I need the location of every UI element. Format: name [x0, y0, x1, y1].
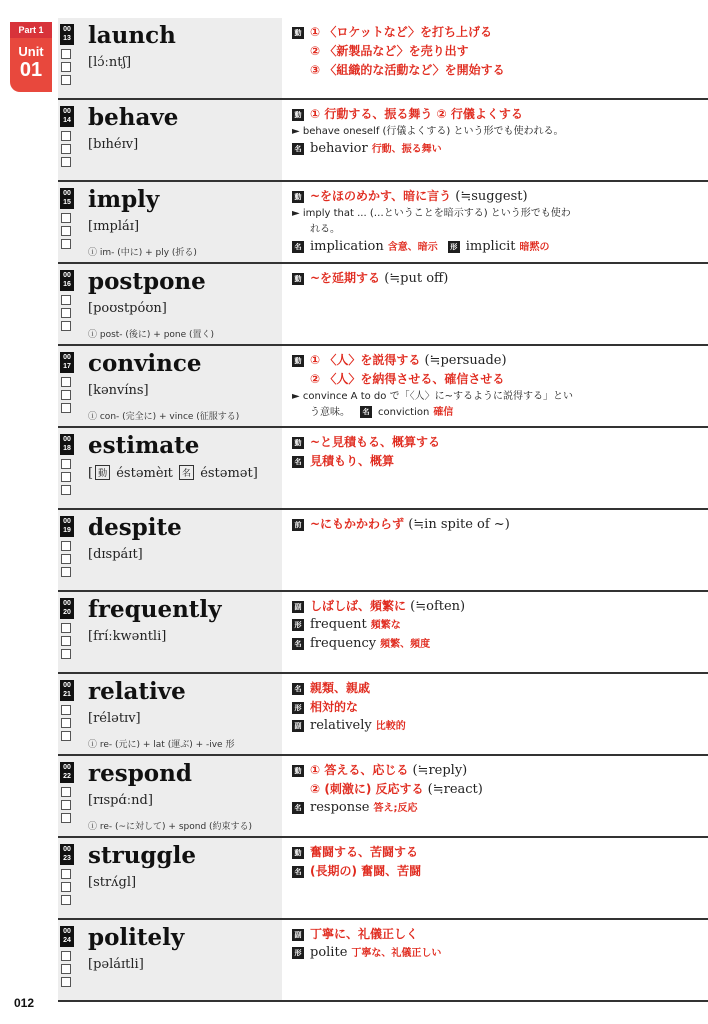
- definition-line: [292, 389, 697, 405]
- definitions: [292, 187, 697, 257]
- meaning: 行動、振る舞い: [371, 144, 442, 155]
- pos-badge: 動: [292, 273, 304, 285]
- definition-line: [292, 140, 697, 159]
- word-form: behavior: [310, 141, 368, 156]
- definition-line: [292, 61, 697, 80]
- etymology: ⓘ post- (後に) + pone (置く): [88, 330, 215, 340]
- pos-badge: 名: [292, 866, 304, 878]
- pos-badge: 動: [292, 355, 304, 367]
- review-checkbox[interactable]: [61, 964, 71, 974]
- etymology: ⓘ im- (中に) + ply (折る): [88, 248, 197, 258]
- vocab-entry: [58, 100, 708, 182]
- review-checkbox[interactable]: [61, 882, 71, 892]
- definition-line: [292, 370, 697, 389]
- pronunciation: [fríːkwəntli]: [88, 629, 167, 644]
- entry-number: 00 23: [60, 844, 74, 865]
- pronunciation-part: éstəmət]: [196, 466, 258, 481]
- review-checkbox[interactable]: [61, 213, 71, 223]
- pos-badge: 形: [292, 702, 304, 714]
- vocab-entry: [58, 264, 708, 346]
- meaning: (長期の) 奮闘、苦闘: [310, 864, 422, 878]
- review-checkboxes: [61, 869, 71, 908]
- meaning: 頻繁、頻度: [380, 639, 431, 650]
- meaning: ~と見積もる、概算する: [310, 435, 441, 449]
- headword: convince: [88, 350, 202, 377]
- meaning: ② 〈新製品など〉を売り出す: [310, 44, 469, 58]
- entry-number: 00 15: [60, 188, 74, 209]
- review-checkboxes: [61, 623, 71, 662]
- definition-line: [292, 679, 697, 698]
- review-checkbox[interactable]: [61, 62, 71, 72]
- definitions: [292, 269, 697, 288]
- word-form: ► behave oneself (行儀よくする) という形でも使われる。: [292, 126, 564, 137]
- entry-number: 00 14: [60, 106, 74, 127]
- synonym-note: (≒in spite of ~): [408, 517, 510, 532]
- review-checkboxes: [61, 787, 71, 826]
- meaning: 確信: [433, 407, 454, 418]
- review-checkbox[interactable]: [61, 869, 71, 879]
- definition-line: [292, 698, 697, 717]
- review-checkboxes: [61, 49, 71, 88]
- headword: imply: [88, 186, 160, 213]
- definition-line: [292, 635, 697, 654]
- definition-line: [292, 944, 697, 963]
- review-checkbox[interactable]: [61, 977, 71, 987]
- headword: relative: [88, 678, 186, 705]
- word-form: frequency: [310, 636, 377, 651]
- definitions: [292, 105, 697, 159]
- definition-line: [292, 238, 697, 257]
- part-label: Part 1: [10, 22, 52, 38]
- review-checkbox[interactable]: [61, 144, 71, 154]
- review-checkbox[interactable]: [61, 951, 71, 961]
- meaning: ~を延期する: [310, 271, 381, 285]
- meaning: ~にもかかわらず: [310, 517, 405, 531]
- review-checkbox[interactable]: [61, 75, 71, 85]
- meaning: ③ 〈組織的な活動など〉を開始する: [310, 63, 505, 77]
- definition-line: [292, 780, 697, 799]
- review-checkboxes: [61, 705, 71, 744]
- definition-line: [292, 23, 697, 42]
- pos-badge: 名: [292, 456, 304, 468]
- meaning: ② 〈人〉を納得させる、確信させる: [310, 372, 505, 386]
- meaning: 相対的な: [310, 700, 359, 714]
- pos-badge: 名: [292, 241, 304, 253]
- pos-badge: 動: [292, 191, 304, 203]
- pos-badge: 名: [292, 143, 304, 155]
- pronunciation: [rélətɪv]: [88, 711, 141, 726]
- headword: postpone: [88, 268, 206, 295]
- pos-badge: 名: [292, 802, 304, 814]
- definition-line: [292, 717, 697, 736]
- pos-badge: 名: [292, 683, 304, 695]
- pronunciation: [lɔ́ːntʃ]: [88, 55, 132, 70]
- review-checkbox[interactable]: [61, 485, 71, 495]
- definition-line: [292, 187, 697, 206]
- pronunciation: [pəláɪtli]: [88, 957, 144, 972]
- meaning: しばしば、頻繁に: [310, 599, 407, 613]
- review-checkboxes: [61, 213, 71, 252]
- etymology: ⓘ con- (完全に) + vince (征服する): [88, 412, 240, 422]
- review-checkbox[interactable]: [61, 239, 71, 249]
- pronunciation-part: [: [88, 466, 94, 481]
- definition-line: [292, 862, 697, 881]
- pronunciation: [88, 465, 258, 481]
- meaning: ~をほのめかす、暗に言う: [310, 189, 452, 203]
- review-checkbox[interactable]: [61, 226, 71, 236]
- meaning: ① 行動する、振る舞う ② 行儀よくする: [310, 107, 523, 121]
- review-checkbox[interactable]: [61, 636, 71, 646]
- page-number: 012: [14, 996, 35, 1010]
- definition-line: [292, 269, 697, 288]
- synonym-note: (≒reply): [412, 763, 468, 778]
- review-checkbox[interactable]: [61, 472, 71, 482]
- etymology: ⓘ re- (元に) + lat (運ぶ) + -ive 形: [88, 740, 235, 750]
- vocab-entry: [58, 920, 708, 1002]
- definition-line: [292, 616, 697, 635]
- pos-badge: 副: [292, 720, 304, 732]
- review-checkbox[interactable]: [61, 131, 71, 141]
- definitions: [292, 597, 697, 654]
- review-checkbox[interactable]: [61, 390, 71, 400]
- word-form: response: [310, 800, 370, 815]
- review-checkbox[interactable]: [61, 321, 71, 331]
- review-checkboxes: [61, 541, 71, 580]
- pronunciation: [kənvíns]: [88, 383, 149, 398]
- pos-badge: 形: [292, 619, 304, 631]
- etymology: ⓘ re- (~に対して) + spond (約束する): [88, 822, 253, 832]
- definitions: [292, 515, 697, 534]
- synonym-note: (≒react): [427, 782, 483, 797]
- synonym-note: (≒often): [410, 599, 466, 614]
- review-checkbox[interactable]: [61, 567, 71, 577]
- meaning: 見積もり、概算: [310, 454, 395, 468]
- review-checkbox[interactable]: [61, 895, 71, 905]
- definition-line: [292, 452, 697, 471]
- headword: estimate: [88, 432, 200, 459]
- pos-badge: 前: [292, 519, 304, 531]
- divider: [58, 1000, 708, 1002]
- review-checkbox[interactable]: [61, 649, 71, 659]
- definitions: [292, 351, 697, 421]
- pronunciation: [ɪmpláɪ]: [88, 219, 140, 234]
- definitions: [292, 679, 697, 736]
- vocab-entry: [58, 346, 708, 428]
- pronunciation-part: éstəmèɪt: [112, 466, 178, 481]
- review-checkbox[interactable]: [61, 554, 71, 564]
- definition-line: [292, 433, 697, 452]
- vocab-entry: [58, 182, 708, 264]
- entry-number: 00 21: [60, 680, 74, 701]
- definition-line: [292, 597, 697, 616]
- word-form: implication: [310, 239, 384, 254]
- pos-badge: 動: [292, 765, 304, 777]
- meaning: ① 〈ロケットなど〉を打ち上げる: [310, 25, 492, 39]
- review-checkbox[interactable]: [61, 787, 71, 797]
- review-checkbox[interactable]: [61, 813, 71, 823]
- entry-number: 00 13: [60, 24, 74, 45]
- word-form: ► convince A to do で「〈人〉に~するように説得する」とい: [292, 391, 573, 402]
- pos-badge: 名: [179, 465, 194, 480]
- definitions: [292, 23, 697, 80]
- word-form: ► imply that ... (…ということを暗示する) という形でも使わ: [292, 208, 571, 219]
- synonym-note: (≒put off): [384, 271, 449, 286]
- review-checkbox[interactable]: [61, 541, 71, 551]
- definition-line: [292, 925, 697, 944]
- review-checkbox[interactable]: [61, 295, 71, 305]
- headword: respond: [88, 760, 192, 787]
- vocab-entry: [58, 838, 708, 920]
- review-checkbox[interactable]: [61, 731, 71, 741]
- word-form: polite: [310, 945, 348, 960]
- word-form: implicit: [465, 239, 516, 254]
- vocab-entry: [58, 674, 708, 756]
- entry-number: 00 17: [60, 352, 74, 373]
- pos-badge: 動: [292, 27, 304, 39]
- review-checkbox[interactable]: [61, 49, 71, 59]
- headword: behave: [88, 104, 179, 131]
- unit-label: [10, 38, 52, 92]
- vocab-entry: [58, 428, 708, 510]
- review-checkbox[interactable]: [61, 377, 71, 387]
- entry-number: 00 22: [60, 762, 74, 783]
- pos-badge: 動: [95, 465, 110, 480]
- meaning: 親類、親戚: [310, 681, 371, 695]
- pos-badge: 動: [292, 847, 304, 859]
- definition-line: [292, 799, 697, 818]
- review-checkboxes: [61, 377, 71, 416]
- pronunciation: [poʊstpóʊn]: [88, 301, 167, 316]
- meaning: ② (刺激に) 反応する: [310, 782, 424, 796]
- pos-badge: 副: [292, 601, 304, 613]
- entry-number: 00 24: [60, 926, 74, 947]
- review-checkbox[interactable]: [61, 308, 71, 318]
- synonym-note: (≒suggest): [455, 189, 528, 204]
- meaning: 頻繁な: [370, 620, 401, 631]
- definitions: [292, 761, 697, 818]
- headword: struggle: [88, 842, 196, 869]
- meaning: ① 〈人〉を説得する: [310, 353, 421, 367]
- review-checkbox[interactable]: [61, 718, 71, 728]
- word-form: う意味。: [310, 407, 350, 418]
- unit-tag: [10, 22, 52, 92]
- meaning: 丁寧に、礼儀正しく: [310, 927, 419, 941]
- pos-badge: 形: [292, 947, 304, 959]
- definition-line: [292, 42, 697, 61]
- headword: politely: [88, 924, 185, 951]
- entry-number: 00 16: [60, 270, 74, 291]
- synonym-note: (≒persuade): [424, 353, 507, 368]
- meaning: ① 答える、応じる: [310, 763, 409, 777]
- meaning: 比較的: [375, 721, 406, 732]
- review-checkbox[interactable]: [61, 705, 71, 715]
- word-form: relatively: [310, 718, 372, 733]
- review-checkbox[interactable]: [61, 157, 71, 167]
- word-form: frequent: [310, 617, 367, 632]
- definition-line: [292, 105, 697, 124]
- entry-number: 00 19: [60, 516, 74, 537]
- review-checkbox[interactable]: [61, 800, 71, 810]
- vocab-entry: [58, 756, 708, 838]
- headword: frequently: [88, 596, 222, 623]
- review-checkbox[interactable]: [61, 403, 71, 413]
- review-checkboxes: [61, 459, 71, 498]
- unit-text: Unit: [18, 44, 44, 59]
- meaning: 奮闘する、苦闘する: [310, 845, 419, 859]
- vocab-entry: [58, 510, 708, 592]
- meaning: 暗黙の: [519, 242, 550, 253]
- headword: despite: [88, 514, 182, 541]
- review-checkboxes: [61, 295, 71, 334]
- pronunciation: [strʌ́gl]: [88, 875, 137, 890]
- review-checkbox[interactable]: [61, 459, 71, 469]
- review-checkboxes: [61, 131, 71, 170]
- unit-number: 01: [19, 59, 43, 81]
- pronunciation: [bɪhéɪv]: [88, 137, 139, 152]
- vocab-entry: [58, 592, 708, 674]
- pronunciation: [rɪspɑ́ːnd]: [88, 793, 153, 808]
- definition-line: [292, 761, 697, 780]
- definition-line: [292, 222, 697, 238]
- entry-number: 00 18: [60, 434, 74, 455]
- pos-badge: 形: [448, 241, 460, 253]
- entry-number: 00 20: [60, 598, 74, 619]
- meaning: 含意、暗示: [387, 242, 438, 253]
- pos-badge: 動: [292, 437, 304, 449]
- meaning: 答え;反応: [373, 803, 418, 814]
- definition-line: [292, 206, 697, 222]
- pos-badge: 副: [292, 929, 304, 941]
- definition-line: [292, 124, 697, 140]
- definition-line: [292, 843, 697, 862]
- pronunciation: [dɪspáɪt]: [88, 547, 143, 562]
- vocab-entry: [58, 18, 708, 100]
- review-checkbox[interactable]: [61, 623, 71, 633]
- word-form: conviction: [378, 407, 430, 418]
- pos-badge: 動: [292, 109, 304, 121]
- definitions: [292, 925, 697, 963]
- headword: launch: [88, 22, 176, 49]
- pos-badge: 名: [360, 406, 372, 418]
- word-form: れる。: [310, 224, 340, 235]
- meaning: 丁寧な、礼儀正しい: [351, 948, 442, 959]
- definition-line: [292, 405, 697, 421]
- pos-badge: 名: [292, 638, 304, 650]
- definition-line: [292, 515, 697, 534]
- definitions: [292, 843, 697, 881]
- definitions: [292, 433, 697, 471]
- definition-line: [292, 351, 697, 370]
- review-checkboxes: [61, 951, 71, 990]
